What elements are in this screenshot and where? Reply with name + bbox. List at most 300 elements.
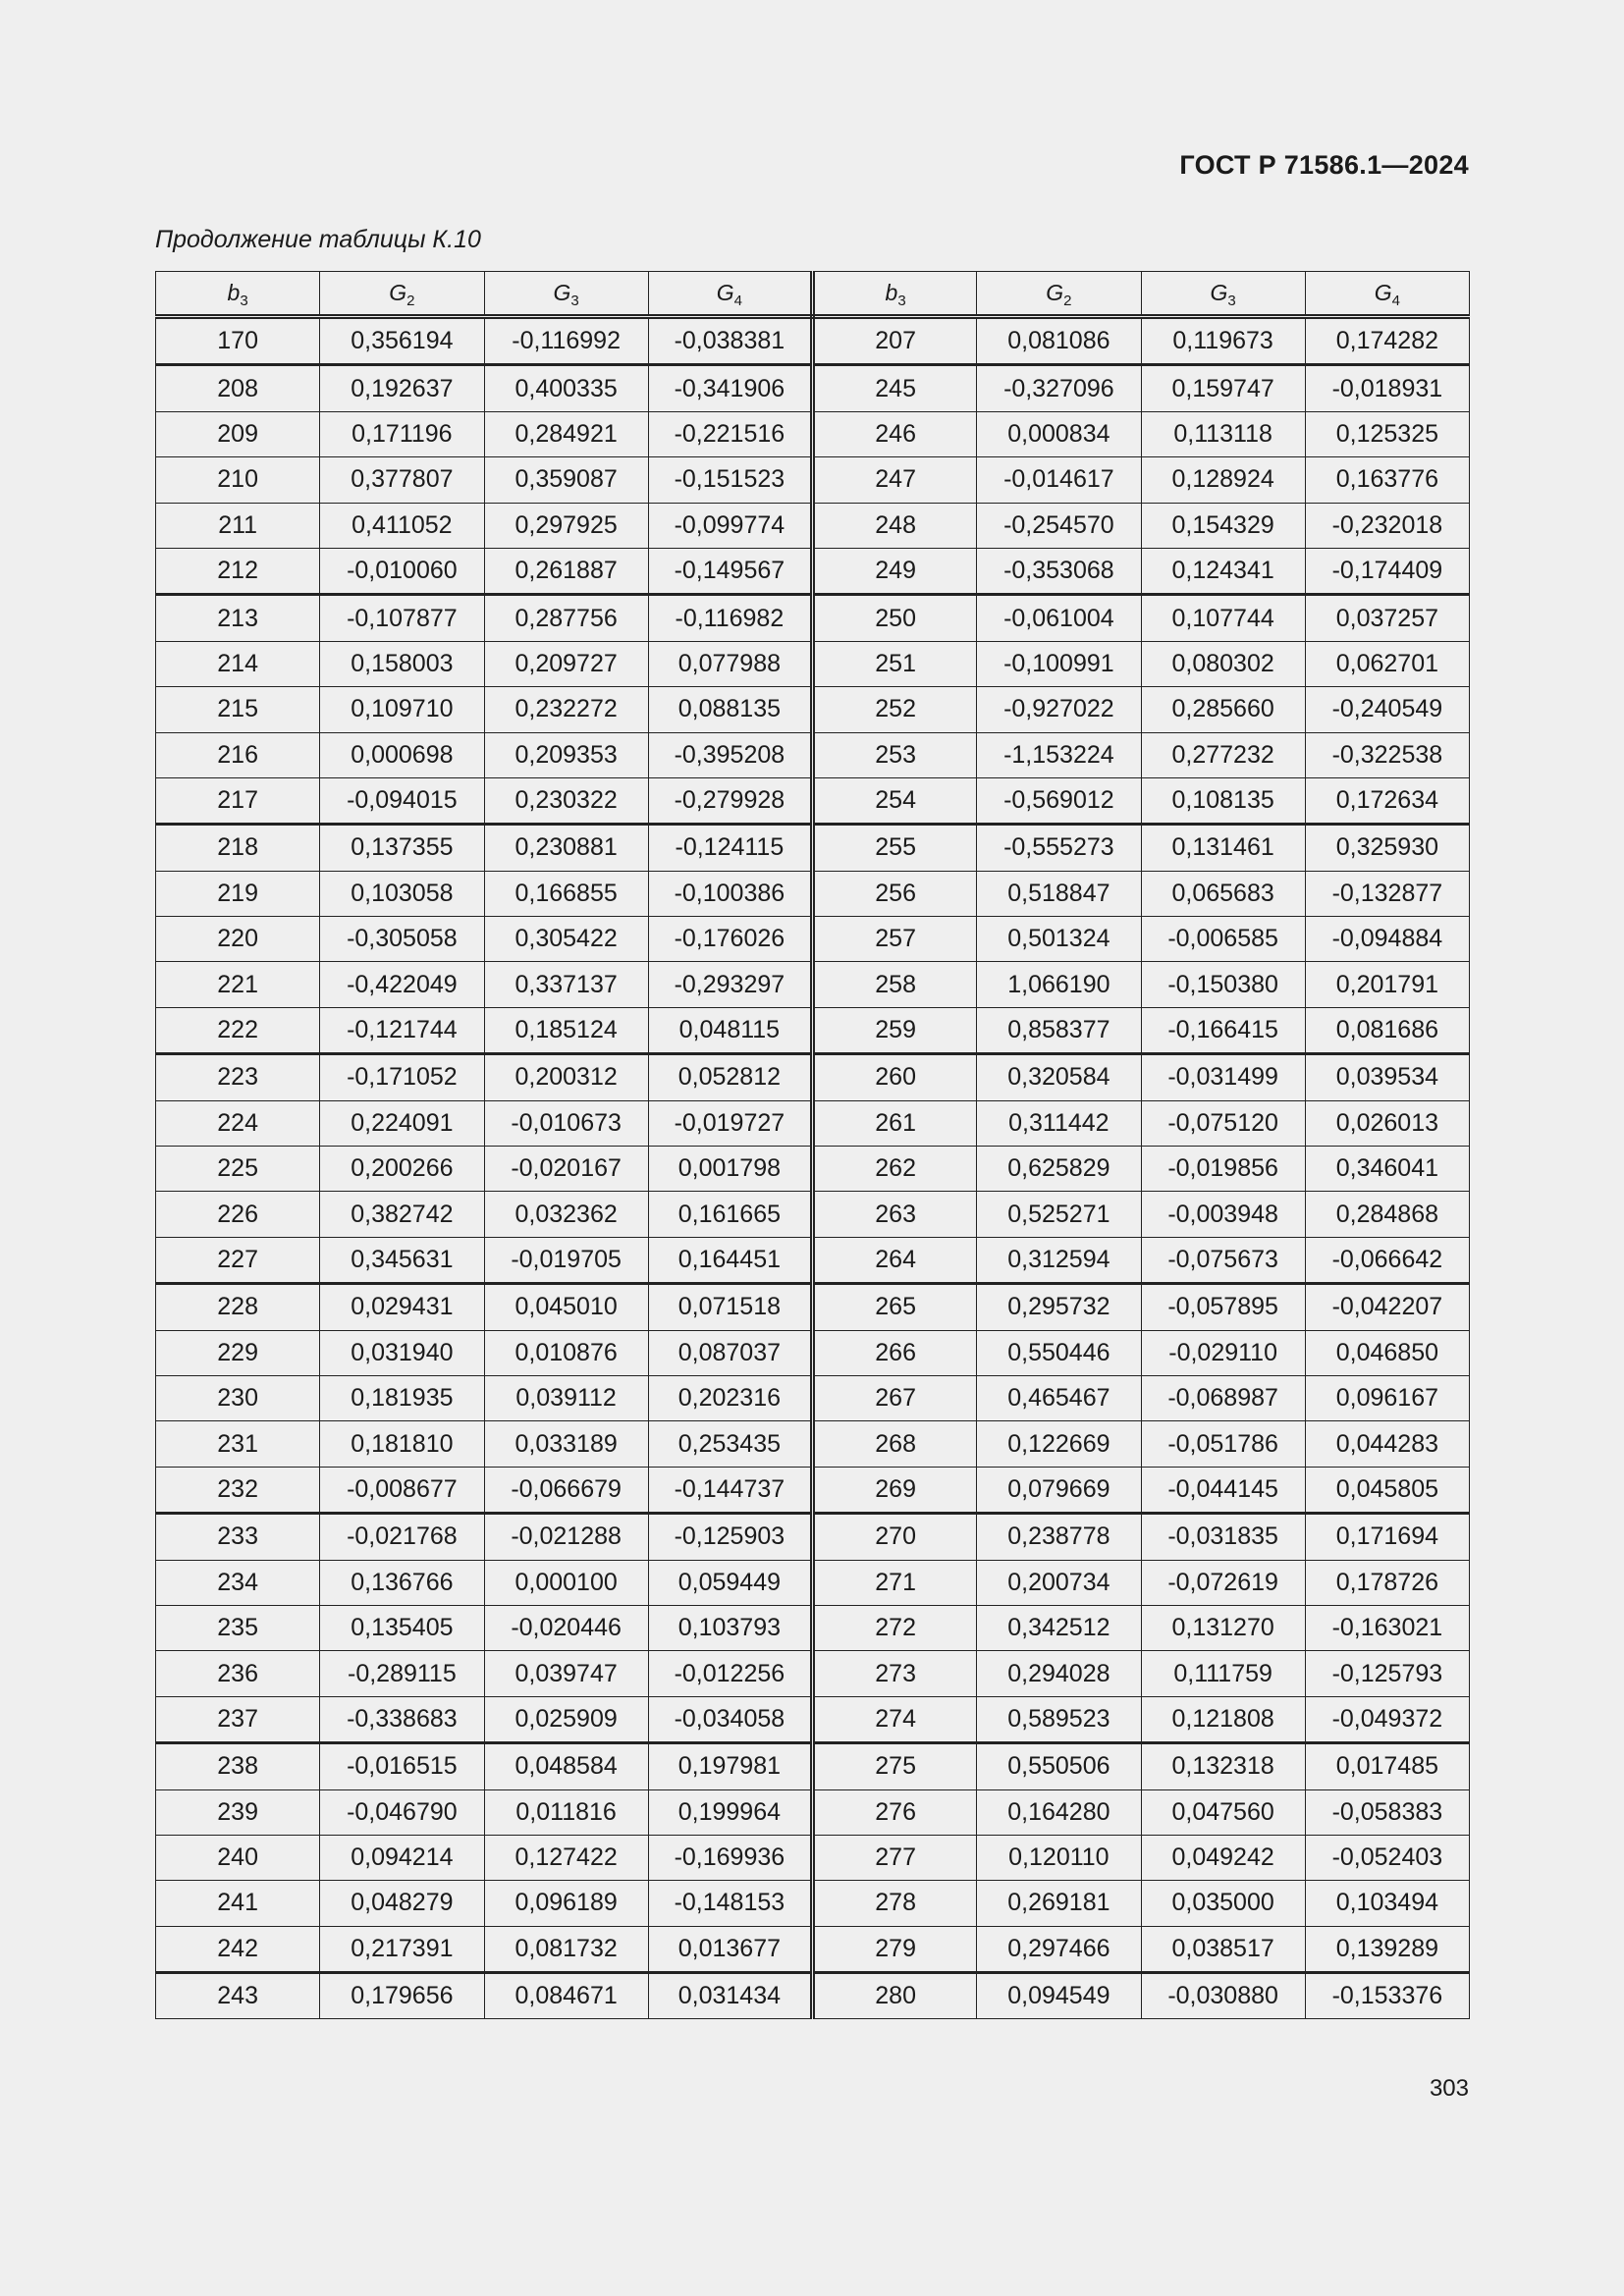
cell-g3: 0,048584 — [484, 1743, 648, 1789]
cell-b3: 214 — [156, 641, 320, 686]
table-row — [156, 1330, 1470, 1375]
cell-g4: -0,100386 — [648, 871, 812, 916]
cell-g4: -0,125793 — [1305, 1651, 1469, 1696]
cell-g4: -0,099774 — [648, 503, 812, 548]
cell-g2: -0,016515 — [320, 1743, 484, 1789]
cell-b3: 230 — [156, 1375, 320, 1420]
cell-g2: 0,164280 — [977, 1789, 1141, 1835]
cell-g3: 0,261887 — [484, 548, 648, 594]
cell-b3: 239 — [156, 1789, 320, 1835]
table-row — [156, 1054, 1470, 1100]
table-row — [156, 1789, 1470, 1835]
cell-g2: 0,297466 — [977, 1926, 1141, 1972]
cell-g2: 0,122669 — [977, 1421, 1141, 1467]
cell-g2: -0,927022 — [977, 687, 1141, 732]
cell-g2: 0,200266 — [320, 1147, 484, 1192]
cell-g2: -0,555273 — [977, 825, 1141, 871]
cell-g3: -0,031835 — [1141, 1514, 1305, 1560]
cell-b3: 245 — [813, 365, 977, 411]
cell-g2: 0,192637 — [320, 365, 484, 411]
cell-g4: 0,125325 — [1305, 411, 1469, 456]
cell-g4: 0,139289 — [1305, 1926, 1469, 1972]
cell-g2: 0,000834 — [977, 411, 1141, 456]
table-row — [156, 1100, 1470, 1146]
cell-g3: 0,185124 — [484, 1007, 648, 1053]
cell-g4: -0,322538 — [1305, 732, 1469, 777]
cell-g4: 0,046850 — [1305, 1330, 1469, 1375]
cell-g3: 0,128924 — [1141, 457, 1305, 503]
cell-g3: 0,011816 — [484, 1789, 648, 1835]
cell-g3: 0,032362 — [484, 1192, 648, 1237]
cell-g2: 0,094549 — [977, 1973, 1141, 2019]
cell-g3: -0,072619 — [1141, 1560, 1305, 1605]
cell-b3: 232 — [156, 1467, 320, 1513]
cell-g3: -0,068987 — [1141, 1375, 1305, 1420]
cell-g2: 0,525271 — [977, 1192, 1141, 1237]
cell-b3: 249 — [813, 548, 977, 594]
cell-g3: 0,359087 — [484, 457, 648, 503]
cell-g3: 0,284921 — [484, 411, 648, 456]
table-row — [156, 1651, 1470, 1696]
cell-b3: 208 — [156, 365, 320, 411]
cell-b3: 263 — [813, 1192, 977, 1237]
cell-g3: 0,131270 — [1141, 1605, 1305, 1650]
cell-g3: 0,287756 — [484, 595, 648, 641]
cell-g3: 0,159747 — [1141, 365, 1305, 411]
table-row — [156, 503, 1470, 548]
cell-g2: -0,338683 — [320, 1696, 484, 1742]
col-header-b3: $b_3$ — [156, 272, 320, 317]
cell-b3: 258 — [813, 962, 977, 1007]
cell-g4: -0,221516 — [648, 411, 812, 456]
cell-g2: 0,136766 — [320, 1560, 484, 1605]
cell-g4: -0,124115 — [648, 825, 812, 871]
cell-g4: -0,176026 — [648, 917, 812, 962]
cell-g3: 0,039747 — [484, 1651, 648, 1696]
cell-g2: -0,107877 — [320, 595, 484, 641]
cell-b3: 251 — [813, 641, 977, 686]
cell-g3: -0,075120 — [1141, 1100, 1305, 1146]
cell-g4: 0,052812 — [648, 1054, 812, 1100]
cell-b3: 248 — [813, 503, 977, 548]
table-row — [156, 962, 1470, 1007]
cell-g3: 0,039112 — [484, 1375, 648, 1420]
table-row — [156, 1605, 1470, 1650]
cell-g4: -0,174409 — [1305, 548, 1469, 594]
cell-g4: 0,017485 — [1305, 1743, 1469, 1789]
cell-b3: 216 — [156, 732, 320, 777]
cell-b3: 222 — [156, 1007, 320, 1053]
table-row — [156, 457, 1470, 503]
cell-g2: 0,377807 — [320, 457, 484, 503]
cell-b3: 223 — [156, 1054, 320, 1100]
cell-g4: 0,044283 — [1305, 1421, 1469, 1467]
cell-b3: 221 — [156, 962, 320, 1007]
cell-g3: 0,096189 — [484, 1881, 648, 1926]
cell-g4: 0,103793 — [648, 1605, 812, 1650]
cell-b3: 213 — [156, 595, 320, 641]
cell-b3: 220 — [156, 917, 320, 962]
cell-b3: 250 — [813, 595, 977, 641]
cell-g3: -0,029110 — [1141, 1330, 1305, 1375]
cell-b3: 237 — [156, 1696, 320, 1742]
cell-b3: 241 — [156, 1881, 320, 1926]
col-header-g4: $G_4$ — [648, 272, 812, 317]
cell-g4: 0,164451 — [648, 1237, 812, 1283]
cell-g2: 0,224091 — [320, 1100, 484, 1146]
col-header-g3: $G_3$ — [484, 272, 648, 317]
cell-g2: 0,294028 — [977, 1651, 1141, 1696]
cell-b3: 217 — [156, 777, 320, 824]
table-row — [156, 1743, 1470, 1789]
cell-g3: 0,166855 — [484, 871, 648, 916]
table-row — [156, 1514, 1470, 1560]
cell-g3: 0,035000 — [1141, 1881, 1305, 1926]
table-row — [156, 825, 1470, 871]
cell-b3: 211 — [156, 503, 320, 548]
page-number: 303 — [1429, 2075, 1469, 2102]
cell-g2: -0,121744 — [320, 1007, 484, 1053]
cell-b3: 234 — [156, 1560, 320, 1605]
cell-g2: 0,181810 — [320, 1421, 484, 1467]
cell-g4: 0,062701 — [1305, 641, 1469, 686]
cell-g4: -0,148153 — [648, 1881, 812, 1926]
cell-g3: 0,232272 — [484, 687, 648, 732]
cell-g2: -0,171052 — [320, 1054, 484, 1100]
cell-g2: 0,048279 — [320, 1881, 484, 1926]
data-table — [155, 271, 1470, 2019]
cell-g3: -0,003948 — [1141, 1192, 1305, 1237]
cell-g2: -0,008677 — [320, 1467, 484, 1513]
cell-g4: 0,039534 — [1305, 1054, 1469, 1100]
col-header-g4: $G_4$ — [1305, 272, 1469, 317]
cell-g3: 0,132318 — [1141, 1743, 1305, 1789]
cell-b3: 256 — [813, 871, 977, 916]
cell-b3: 276 — [813, 1789, 977, 1835]
table-row — [156, 687, 1470, 732]
cell-g4: 0,178726 — [1305, 1560, 1469, 1605]
cell-b3: 279 — [813, 1926, 977, 1972]
cell-g2: 0,342512 — [977, 1605, 1141, 1650]
cell-g2: -0,010060 — [320, 548, 484, 594]
table-row — [156, 365, 1470, 411]
cell-b3: 252 — [813, 687, 977, 732]
cell-g3: 0,111759 — [1141, 1651, 1305, 1696]
cell-g4: 0,253435 — [648, 1421, 812, 1467]
cell-b3: 209 — [156, 411, 320, 456]
cell-g3: 0,305422 — [484, 917, 648, 962]
cell-g3: -0,075673 — [1141, 1237, 1305, 1283]
cell-g4: 0,201791 — [1305, 962, 1469, 1007]
cell-g2: 0,269181 — [977, 1881, 1141, 1926]
cell-g2: 0,181935 — [320, 1375, 484, 1420]
cell-g2: 0,135405 — [320, 1605, 484, 1650]
cell-g2: 0,311442 — [977, 1100, 1141, 1146]
cell-b3: 219 — [156, 871, 320, 916]
cell-g4: 0,163776 — [1305, 457, 1469, 503]
cell-g2: 0,625829 — [977, 1147, 1141, 1192]
cell-g3: 0,131461 — [1141, 825, 1305, 871]
cell-g4: -0,058383 — [1305, 1789, 1469, 1835]
cell-g4: -0,066642 — [1305, 1237, 1469, 1283]
cell-g2: -0,100991 — [977, 641, 1141, 686]
cell-g4: -0,395208 — [648, 732, 812, 777]
cell-b3: 229 — [156, 1330, 320, 1375]
cell-b3: 228 — [156, 1284, 320, 1330]
cell-b3: 260 — [813, 1054, 977, 1100]
cell-b3: 253 — [813, 732, 977, 777]
cell-g2: 0,217391 — [320, 1926, 484, 1972]
cell-g2: 0,103058 — [320, 871, 484, 916]
cell-g3: -0,051786 — [1141, 1421, 1305, 1467]
cell-b3: 238 — [156, 1743, 320, 1789]
cell-b3: 268 — [813, 1421, 977, 1467]
cell-g3: 0,285660 — [1141, 687, 1305, 732]
cell-g2: 0,171196 — [320, 411, 484, 456]
table-row — [156, 548, 1470, 594]
cell-b3: 212 — [156, 548, 320, 594]
cell-b3: 259 — [813, 1007, 977, 1053]
cell-g2: 0,029431 — [320, 1284, 484, 1330]
table-row — [156, 1881, 1470, 1926]
cell-b3: 224 — [156, 1100, 320, 1146]
cell-b3: 274 — [813, 1696, 977, 1742]
cell-b3: 255 — [813, 825, 977, 871]
table-row — [156, 1237, 1470, 1283]
cell-g4: 0,174282 — [1305, 317, 1469, 365]
cell-g3: -0,031499 — [1141, 1054, 1305, 1100]
cell-g3: 0,121808 — [1141, 1696, 1305, 1742]
cell-b3: 236 — [156, 1651, 320, 1696]
col-header-b3: $b_3$ — [813, 272, 977, 317]
cell-b3: 207 — [813, 317, 977, 365]
cell-g2: 0,081086 — [977, 317, 1141, 365]
cell-g4: 0,103494 — [1305, 1881, 1469, 1926]
cell-g3: -0,166415 — [1141, 1007, 1305, 1053]
cell-g3: -0,020167 — [484, 1147, 648, 1192]
cell-g3: -0,020446 — [484, 1605, 648, 1650]
cell-g3: 0,337137 — [484, 962, 648, 1007]
cell-g2: 0,465467 — [977, 1375, 1141, 1420]
cell-g2: -0,353068 — [977, 548, 1141, 594]
cell-b3: 240 — [156, 1835, 320, 1880]
cell-g2: 0,858377 — [977, 1007, 1141, 1053]
cell-g2: -0,061004 — [977, 595, 1141, 641]
cell-g2: 0,094214 — [320, 1835, 484, 1880]
cell-g2: 1,066190 — [977, 962, 1141, 1007]
col-header-g3: $G_3$ — [1141, 272, 1305, 317]
table-row — [156, 1007, 1470, 1053]
table-row — [156, 1696, 1470, 1742]
cell-g2: -0,014617 — [977, 457, 1141, 503]
cell-b3: 262 — [813, 1147, 977, 1192]
cell-g4: 0,048115 — [648, 1007, 812, 1053]
cell-b3: 227 — [156, 1237, 320, 1283]
table-row — [156, 1284, 1470, 1330]
cell-g2: 0,518847 — [977, 871, 1141, 916]
cell-g3: 0,080302 — [1141, 641, 1305, 686]
cell-g3: -0,066679 — [484, 1467, 648, 1513]
table-row — [156, 1375, 1470, 1420]
table-row — [156, 1926, 1470, 1972]
cell-g3: -0,116992 — [484, 317, 648, 365]
cell-g2: 0,382742 — [320, 1192, 484, 1237]
cell-g2: 0,109710 — [320, 687, 484, 732]
cell-g3: 0,010876 — [484, 1330, 648, 1375]
cell-g4: -0,169936 — [648, 1835, 812, 1880]
cell-b3: 270 — [813, 1514, 977, 1560]
table-header-row — [156, 272, 1470, 317]
cell-b3: 215 — [156, 687, 320, 732]
cell-g4: -0,049372 — [1305, 1696, 1469, 1742]
table-body — [156, 317, 1470, 2019]
cell-g4: 0,037257 — [1305, 595, 1469, 641]
cell-g2: -0,289115 — [320, 1651, 484, 1696]
table-row — [156, 917, 1470, 962]
cell-g2: -0,094015 — [320, 777, 484, 824]
cell-g2: 0,295732 — [977, 1284, 1141, 1330]
cell-b3: 271 — [813, 1560, 977, 1605]
cell-g2: 0,550446 — [977, 1330, 1141, 1375]
cell-g2: 0,501324 — [977, 917, 1141, 962]
cell-b3: 269 — [813, 1467, 977, 1513]
cell-g4: -0,125903 — [648, 1514, 812, 1560]
table-row — [156, 411, 1470, 456]
cell-g3: 0,113118 — [1141, 411, 1305, 456]
cell-g4: 0,346041 — [1305, 1147, 1469, 1192]
cell-g3: 0,107744 — [1141, 595, 1305, 641]
cell-g4: -0,293297 — [648, 962, 812, 1007]
cell-g3: 0,230881 — [484, 825, 648, 871]
cell-g4: 0,202316 — [648, 1375, 812, 1420]
cell-g3: 0,277232 — [1141, 732, 1305, 777]
cell-b3: 210 — [156, 457, 320, 503]
cell-g2: 0,137355 — [320, 825, 484, 871]
cell-g2: 0,411052 — [320, 503, 484, 548]
cell-g4: 0,031434 — [648, 1973, 812, 2019]
cell-g2: -0,021768 — [320, 1514, 484, 1560]
table-row — [156, 595, 1470, 641]
table-row — [156, 1560, 1470, 1605]
cell-g3: 0,297925 — [484, 503, 648, 548]
cell-g4: 0,013677 — [648, 1926, 812, 1972]
cell-g2: -0,327096 — [977, 365, 1141, 411]
cell-g4: -0,144737 — [648, 1467, 812, 1513]
cell-g4: 0,171694 — [1305, 1514, 1469, 1560]
cell-g4: 0,026013 — [1305, 1100, 1469, 1146]
cell-g4: -0,052403 — [1305, 1835, 1469, 1880]
cell-b3: 266 — [813, 1330, 977, 1375]
cell-b3: 235 — [156, 1605, 320, 1650]
cell-b3: 233 — [156, 1514, 320, 1560]
cell-g2: -1,153224 — [977, 732, 1141, 777]
cell-b3: 247 — [813, 457, 977, 503]
table-row — [156, 1421, 1470, 1467]
cell-b3: 231 — [156, 1421, 320, 1467]
cell-g3: -0,057895 — [1141, 1284, 1305, 1330]
cell-g4: -0,019727 — [648, 1100, 812, 1146]
cell-g4: -0,094884 — [1305, 917, 1469, 962]
table-row — [156, 1973, 1470, 2019]
cell-b3: 277 — [813, 1835, 977, 1880]
cell-g4: -0,034058 — [648, 1696, 812, 1742]
cell-g4: 0,081686 — [1305, 1007, 1469, 1053]
cell-g3: 0,047560 — [1141, 1789, 1305, 1835]
cell-b3: 280 — [813, 1973, 977, 2019]
table-row — [156, 777, 1470, 824]
cell-b3: 272 — [813, 1605, 977, 1650]
col-header-g2: $G_2$ — [320, 272, 484, 317]
cell-g3: 0,108135 — [1141, 777, 1305, 824]
cell-g3: 0,025909 — [484, 1696, 648, 1742]
table-row — [156, 641, 1470, 686]
cell-g4: 0,071518 — [648, 1284, 812, 1330]
cell-g4: -0,163021 — [1305, 1605, 1469, 1650]
cell-g3: 0,000100 — [484, 1560, 648, 1605]
standard-code: ГОСТ Р 71586.1—2024 — [1179, 150, 1469, 180]
cell-g4: 0,172634 — [1305, 777, 1469, 824]
cell-g4: -0,232018 — [1305, 503, 1469, 548]
cell-g3: -0,150380 — [1141, 962, 1305, 1007]
cell-g4: 0,059449 — [648, 1560, 812, 1605]
cell-g4: 0,001798 — [648, 1147, 812, 1192]
cell-b3: 257 — [813, 917, 977, 962]
cell-g2: 0,158003 — [320, 641, 484, 686]
cell-g3: 0,154329 — [1141, 503, 1305, 548]
cell-g3: 0,065683 — [1141, 871, 1305, 916]
cell-g2: 0,120110 — [977, 1835, 1141, 1880]
cell-b3: 225 — [156, 1147, 320, 1192]
cell-b3: 267 — [813, 1375, 977, 1420]
cell-g4: 0,077988 — [648, 641, 812, 686]
cell-g4: -0,038381 — [648, 317, 812, 365]
cell-g4: 0,284868 — [1305, 1192, 1469, 1237]
cell-g2: -0,422049 — [320, 962, 484, 1007]
cell-g4: -0,240549 — [1305, 687, 1469, 732]
cell-g3: 0,084671 — [484, 1973, 648, 2019]
cell-g4: 0,325930 — [1305, 825, 1469, 871]
cell-b3: 242 — [156, 1926, 320, 1972]
cell-g2: 0,238778 — [977, 1514, 1141, 1560]
cell-g4: 0,197981 — [648, 1743, 812, 1789]
cell-g4: -0,149567 — [648, 548, 812, 594]
cell-g2: 0,312594 — [977, 1237, 1141, 1283]
cell-g4: -0,341906 — [648, 365, 812, 411]
cell-b3: 170 — [156, 317, 320, 365]
table-row — [156, 317, 1470, 365]
cell-g2: 0,079669 — [977, 1467, 1141, 1513]
cell-b3: 264 — [813, 1237, 977, 1283]
table-row — [156, 732, 1470, 777]
table-row — [156, 1147, 1470, 1192]
table-row — [156, 1192, 1470, 1237]
cell-g4: -0,116982 — [648, 595, 812, 641]
cell-g4: 0,161665 — [648, 1192, 812, 1237]
cell-b3: 275 — [813, 1743, 977, 1789]
cell-g2: -0,254570 — [977, 503, 1141, 548]
cell-b3: 278 — [813, 1881, 977, 1926]
cell-g3: 0,119673 — [1141, 317, 1305, 365]
cell-b3: 265 — [813, 1284, 977, 1330]
cell-g4: -0,279928 — [648, 777, 812, 824]
cell-g2: -0,569012 — [977, 777, 1141, 824]
cell-b3: 243 — [156, 1973, 320, 2019]
cell-g4: 0,087037 — [648, 1330, 812, 1375]
cell-g3: -0,021288 — [484, 1514, 648, 1560]
table-caption: Продолжение таблицы К.10 — [155, 226, 481, 253]
cell-g4: 0,096167 — [1305, 1375, 1469, 1420]
cell-g2: 0,000698 — [320, 732, 484, 777]
